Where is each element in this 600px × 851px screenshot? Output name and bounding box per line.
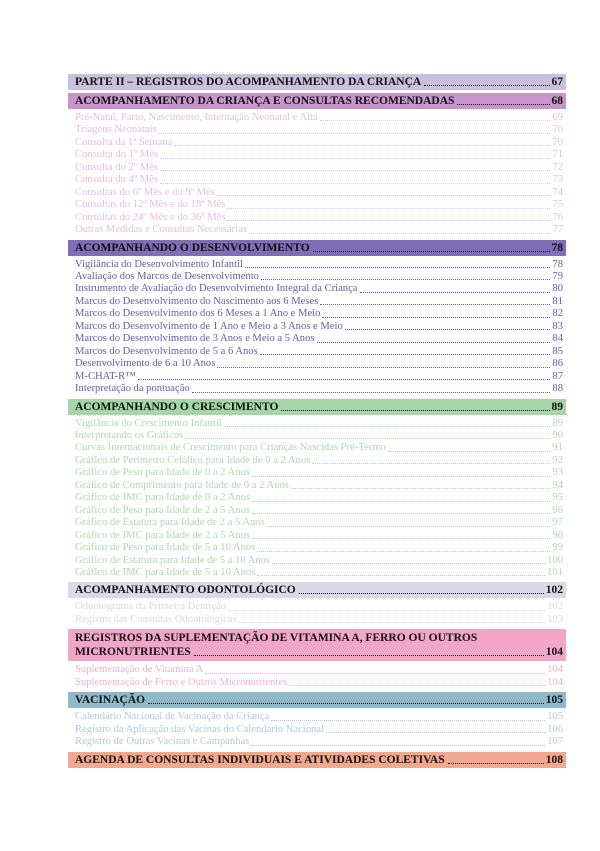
toc-entry-page-number: 73 [552, 174, 563, 186]
toc-entry-page-number: 91 [552, 442, 563, 454]
toc-entry-page-number: 92 [552, 454, 563, 466]
toc-entry-title: Consulta do 4º Mês [75, 174, 159, 186]
section-heading[interactable] [68, 74, 566, 90]
toc-entry-title: Gráfico de IMC para Idade de 5 a 10 Anos [75, 566, 256, 578]
section-heading[interactable] [68, 752, 566, 768]
section-heading[interactable] [68, 93, 566, 109]
toc-section-crescimento [68, 399, 566, 580]
dot-leader [320, 304, 550, 305]
toc-entry-page-number: 87 [552, 370, 563, 382]
toc-section-parte2 [68, 74, 566, 93]
toc-entry[interactable] [68, 480, 566, 492]
toc-entry-title: Consulta do 2º Mês [75, 161, 159, 173]
toc-entry-page-number: 83 [552, 320, 563, 332]
toc-entry-list [68, 418, 566, 580]
toc-entry-page-number: 86 [552, 358, 563, 370]
toc-entry-page-number: 80 [552, 283, 563, 295]
toc-entry-page-number: 97 [552, 517, 563, 529]
toc-entry-page-number: 106 [547, 723, 563, 735]
toc-entry-title: Interpretação da pontuação [75, 383, 190, 395]
dot-leader [192, 392, 551, 393]
section-title: VACINAÇÃO [75, 694, 146, 707]
toc-entry[interactable] [68, 530, 566, 542]
section-page-number: 89 [551, 400, 563, 413]
section-page-number: 105 [545, 694, 563, 707]
toc-entry-title: Calendário Nacional de Vacinação da Criança [75, 711, 270, 723]
toc-entry[interactable] [68, 542, 566, 554]
dot-leader [299, 593, 544, 594]
dot-leader [257, 575, 545, 576]
dot-leader [217, 195, 551, 196]
toc-entry-title: Vigilância do Crescimento Infantil [75, 417, 222, 429]
toc-entry[interactable] [68, 149, 566, 161]
toc-entry-title: Gráfico de Estatura para Idade de 2 a 5 Anos [75, 517, 265, 529]
toc-entry-title: Suplementação de Vitamina A [75, 664, 204, 676]
toc-entry-page-number: 89 [552, 417, 563, 429]
toc-entry-title: Consulta da 1ª Semana [75, 136, 173, 148]
toc-entry[interactable] [68, 124, 566, 136]
dot-leader [312, 463, 550, 464]
toc-entry-title: Triagens Neonatais [75, 124, 157, 136]
section-title-line1: REGISTROS DA SUPLEMENTAÇÃO DE VITAMINA A, FERRO OU OUTROS [75, 632, 478, 645]
toc-entry[interactable] [68, 455, 566, 467]
toc-entry-title: Gráfico de Peso para Idade de 2 a 5 Anos [75, 504, 251, 516]
toc-entry[interactable] [68, 346, 566, 358]
toc-entry[interactable] [68, 358, 566, 370]
dot-leader [227, 220, 550, 221]
dot-leader [252, 538, 550, 539]
dot-leader [281, 410, 549, 411]
toc-entry[interactable] [68, 137, 566, 149]
toc-entry[interactable] [68, 162, 566, 174]
dot-leader [194, 655, 544, 656]
toc-entry[interactable] [68, 271, 566, 283]
toc-entry-page-number: 78 [552, 258, 563, 270]
toc-entry[interactable] [68, 112, 566, 124]
toc-entry-title: Suplementação de Ferro e Outros Micronutrientes [75, 676, 288, 688]
toc-entry[interactable] [68, 224, 566, 236]
toc-entry-title: Outras Medidas e Consultas Necessárias [75, 224, 247, 236]
toc-entry-title: Marcos do Desenvolvimento do Nascimento aos 6 Meses [75, 295, 319, 307]
toc-entry-title: Instrumento de Avaliação do Desenvolvimento Integral da Criança [75, 283, 358, 295]
toc-entry[interactable] [68, 614, 566, 626]
toc-entry-title: Gráfico de Perímetro Cefálico para Idade de 0 a 2 Anos [75, 454, 311, 466]
dot-leader [360, 292, 551, 293]
toc-entry-page-number: 70 [552, 136, 563, 148]
dot-leader [271, 720, 545, 721]
toc-entry-page-number: 77 [552, 224, 563, 236]
toc-entry-page-number: 104 [547, 676, 563, 688]
table-of-contents [68, 74, 566, 771]
toc-entry-page-number: 81 [552, 295, 563, 307]
toc-entry-title: Marcos do Desenvolvimento de 3 Anos e Meio a 5 Anos [75, 333, 315, 345]
dot-leader [457, 104, 549, 105]
toc-entry-list [68, 112, 566, 237]
dot-leader [260, 354, 551, 355]
toc-entry-title: Marcos do Desenvolvimento de 5 a 6 Anos [75, 345, 258, 357]
toc-entry-title: Consultas do 24º Mês e do 36º Mês [75, 211, 226, 223]
section-title: ACOMPANHANDO O CRESCIMENTO [75, 400, 279, 413]
toc-entry[interactable] [68, 724, 566, 736]
dot-leader [272, 563, 545, 564]
toc-entry-title: Gráfico de Peso para Idade de 5 a 10 Anos [75, 542, 256, 554]
toc-entry[interactable] [68, 333, 566, 345]
toc-entry-page-number: 105 [547, 711, 563, 723]
toc-entry-page-number: 98 [552, 529, 563, 541]
toc-entry-page-number: 88 [552, 383, 563, 395]
toc-entry-list [68, 601, 566, 626]
section-page-number: 104 [545, 645, 563, 658]
toc-entry-page-number: 93 [552, 467, 563, 479]
toc-entry[interactable] [68, 259, 566, 271]
section-heading[interactable] [68, 692, 566, 708]
section-title: ACOMPANHANDO O DESENVOLVIMENTO [75, 241, 310, 254]
dot-leader [224, 426, 551, 427]
toc-entry[interactable] [68, 187, 566, 199]
toc-entry-title: Consulta do 1º Mês [75, 149, 159, 161]
section-page-number: 78 [551, 241, 563, 254]
toc-entry-page-number: 95 [552, 492, 563, 504]
dot-leader [160, 170, 550, 171]
toc-entry[interactable] [68, 664, 566, 676]
toc-entry-page-number: 72 [552, 161, 563, 173]
toc-entry-page-number: 70 [552, 124, 563, 136]
toc-entry-title: Avaliação dos Marcos de Desenvolvimento [75, 270, 259, 282]
toc-entry[interactable] [68, 296, 566, 308]
dot-leader [160, 158, 550, 159]
toc-entry-list [68, 259, 566, 396]
dot-leader [345, 329, 551, 330]
dot-leader [320, 120, 551, 121]
dot-leader [251, 745, 545, 746]
toc-entry-page-number: 94 [552, 479, 563, 491]
toc-entry-page-number: 79 [552, 270, 563, 282]
toc-entry-title: Consultas do 6º Mês e do 9º Mês [75, 186, 215, 198]
toc-section-acomp-consultas [68, 93, 566, 237]
dot-leader [205, 673, 545, 674]
dot-leader [313, 251, 550, 252]
toc-entry[interactable] [68, 430, 566, 442]
toc-entry[interactable] [68, 383, 566, 395]
toc-entry-title: M-CHAT-R™ [75, 370, 136, 382]
toc-entry-title: Registro das Consultas Odontológicas [75, 613, 237, 625]
toc-entry-page-number: 90 [552, 429, 563, 441]
toc-entry-page-number: 100 [547, 554, 563, 566]
toc-entry-page-number: 96 [552, 504, 563, 516]
toc-entry[interactable] [68, 418, 566, 430]
toc-entry-title: Marcos do Desenvolvimento de 1 Ano e Meio a 3 Anos e Meio [75, 320, 343, 332]
dot-leader [160, 183, 550, 184]
toc-entry-title: Gráfico de IMC para Idade de 2 a 5 Anos [75, 529, 251, 541]
dot-leader [424, 85, 549, 86]
section-title: ACOMPANHAMENTO ODONTOLÓGICO [75, 584, 296, 597]
toc-entry[interactable] [68, 555, 566, 567]
toc-entry[interactable] [68, 199, 566, 211]
dot-leader [448, 763, 544, 764]
toc-entry-list [68, 664, 566, 689]
toc-entry-page-number: 69 [552, 112, 563, 123]
toc-entry-title: Gráfico de IMC para Idade de 0 a 2 Anos [75, 492, 251, 504]
toc-entry[interactable] [68, 321, 566, 333]
section-page-number: 68 [551, 95, 563, 107]
toc-entry-title: Consultas do 12º Mês e do 18º Mês [75, 199, 226, 211]
dot-leader [252, 476, 550, 477]
section-title: PARTE II – REGISTROS DO ACOMPANHAMENTO DA CRIANÇA [75, 76, 422, 88]
toc-entry-title: Registro da Aplicação das Vacinas do Calendário Nacional [75, 723, 324, 735]
toc-section-suplementacao [68, 629, 566, 689]
toc-entry-title: Curvas Internacionais de Crescimento para Crianças Nascidas Pré-Termo [75, 442, 386, 454]
toc-entry-page-number: 84 [552, 333, 563, 345]
dot-leader [326, 732, 545, 733]
dot-leader [291, 488, 551, 489]
dot-leader [249, 233, 551, 234]
toc-entry[interactable] [68, 442, 566, 454]
dot-leader [261, 279, 550, 280]
dot-leader [239, 622, 546, 623]
dot-leader [148, 703, 544, 704]
dot-leader [159, 133, 551, 134]
toc-entry-title: Vigilância do Desenvolvimento Infantil [75, 258, 243, 270]
toc-entry-page-number: 85 [552, 345, 563, 357]
dot-leader [217, 367, 550, 368]
toc-entry[interactable] [68, 601, 566, 613]
toc-entry-title: Pré-Natal, Parto, Nascimento, Internação Neonatal e Alta [75, 112, 318, 123]
section-page-number: 67 [551, 76, 563, 88]
toc-section-odontologico [68, 582, 566, 626]
toc-section-desenvolvimento [68, 240, 566, 396]
toc-entry-page-number: 71 [552, 149, 563, 161]
section-heading[interactable] [68, 629, 566, 661]
toc-entry-list [68, 711, 566, 748]
dot-leader [289, 685, 545, 686]
section-heading[interactable] [68, 399, 566, 415]
section-page-number: 108 [545, 753, 563, 766]
dot-leader [322, 317, 550, 318]
toc-entry[interactable] [68, 308, 566, 320]
dot-leader [317, 342, 551, 343]
toc-entry[interactable] [68, 517, 566, 529]
toc-entry-title: Marcos do Desenvolvimento dos 6 Meses a 1 Ano e Meio [75, 308, 321, 320]
dot-leader [138, 379, 551, 380]
dot-leader [227, 208, 550, 209]
toc-entry-title: Odontograma da Primeira Dentição [75, 601, 226, 613]
section-heading[interactable] [68, 240, 566, 256]
toc-entry-page-number: 103 [547, 613, 563, 625]
toc-section-vacinacao [68, 692, 566, 748]
toc-entry[interactable] [68, 711, 566, 723]
section-title-line2: MICRONUTRIENTES [75, 645, 191, 658]
section-spacer [68, 769, 566, 771]
dot-leader [252, 513, 550, 514]
dot-leader [245, 267, 550, 268]
toc-entry[interactable] [68, 492, 566, 504]
section-heading[interactable] [68, 582, 566, 598]
toc-entry-title: Gráfico de Comprimento para Idade de 0 a 2 Anos [75, 479, 289, 491]
toc-entry-page-number: 82 [552, 308, 563, 320]
toc-entry-page-number: 75 [552, 199, 563, 211]
dot-leader [388, 451, 551, 452]
section-page-number: 102 [545, 584, 563, 597]
toc-entry[interactable] [68, 467, 566, 479]
toc-entry[interactable] [68, 283, 566, 295]
dot-leader [252, 501, 550, 502]
toc-entry-title: Gráfico de Peso para Idade de 0 a 2 Anos [75, 467, 251, 479]
toc-entry-title: Gráfico de Estatura para Idade de 5 a 10 Anos [75, 554, 271, 566]
dot-leader [257, 551, 550, 552]
toc-entry[interactable] [68, 736, 566, 748]
dot-leader [185, 438, 550, 439]
toc-entry-page-number: 104 [547, 664, 563, 676]
toc-entry-page-number: 102 [547, 601, 563, 613]
toc-entry[interactable] [68, 174, 566, 186]
toc-entry[interactable] [68, 212, 566, 224]
dot-leader [174, 145, 550, 146]
section-title: AGENDA DE CONSULTAS INDIVIDUAIS E ATIVIDADES COLETIVAS [75, 753, 445, 766]
toc-entry-title: Interpretando os Gráficos [75, 429, 184, 441]
toc-entry[interactable] [68, 505, 566, 517]
toc-entry-page-number: 99 [552, 542, 563, 554]
toc-entry[interactable] [68, 371, 566, 383]
toc-entry-title: Desenvolvimento de 6 a 10 Anos [75, 358, 216, 370]
toc-section-agenda [68, 752, 566, 771]
section-title: ACOMPANHAMENTO DA CRIANÇA E CONSULTAS RECOMENDADAS [75, 95, 455, 107]
toc-entry[interactable] [68, 677, 566, 689]
toc-entry-page-number: 101 [547, 566, 563, 578]
toc-entry-title: Registro de Outras Vacinas e Campanhas [75, 736, 250, 748]
toc-entry-page-number: 76 [552, 211, 563, 223]
dot-leader [228, 610, 545, 611]
toc-entry[interactable] [68, 567, 566, 579]
dot-leader [267, 526, 551, 527]
toc-entry-page-number: 107 [547, 736, 563, 748]
toc-entry-page-number: 74 [552, 186, 563, 198]
